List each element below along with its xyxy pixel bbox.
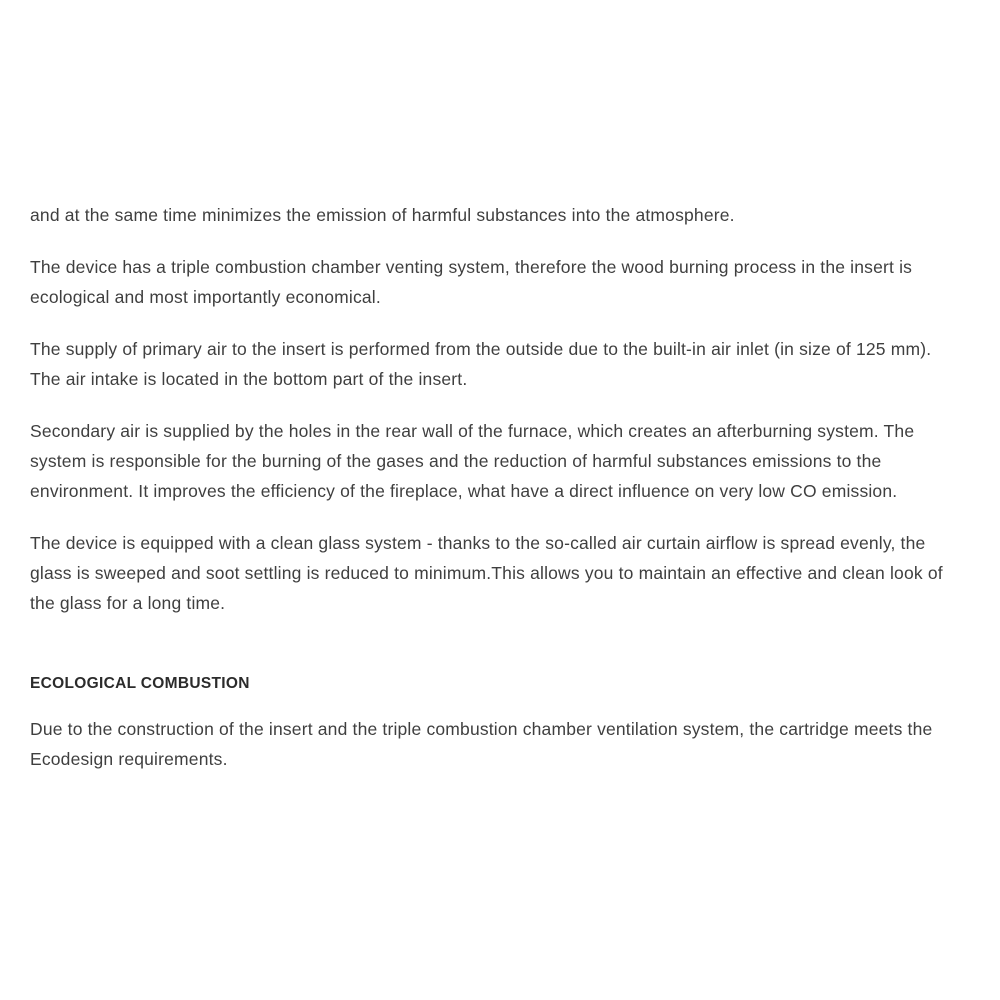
paragraph: Due to the construction of the insert and the triple combustion chamber ventilation system, the cartridge meets the Ecodesign requirements. bbox=[30, 719, 933, 769]
paragraph: Secondary air is supplied by the holes in the rear wall of the furnace, which creates an afterburning system. The system is responsible for the burning of the gases and the reduction of harmful substances emissions to the environment. It improves the efficiency of the fireplace, what have a direct influence on very low CO emission. bbox=[30, 421, 915, 501]
paragraph: The device is equipped with a clean glass system - thanks to the so-called air curtain airflow is spread evenly, the glass is sweeped and soot settling is reduced to minimum.This allows you to maintain an effective and clean look of the glass for a long time. bbox=[30, 533, 943, 613]
paragraph: and at the same time minimizes the emission of harmful substances into the atmosphere. bbox=[30, 205, 735, 225]
paragraph: The device has a triple combustion chamber venting system, therefore the wood burning process in the insert is ecological and most importantly economical. bbox=[30, 257, 913, 307]
section-heading: ECOLOGICAL COMBUSTION bbox=[30, 675, 250, 692]
paragraph: The supply of primary air to the insert is performed from the outside due to the built-in air inlet (in size of 125 mm). The air intake is located in the bottom part of the insert. bbox=[30, 339, 932, 389]
document-body bbox=[30, 200, 960, 774]
